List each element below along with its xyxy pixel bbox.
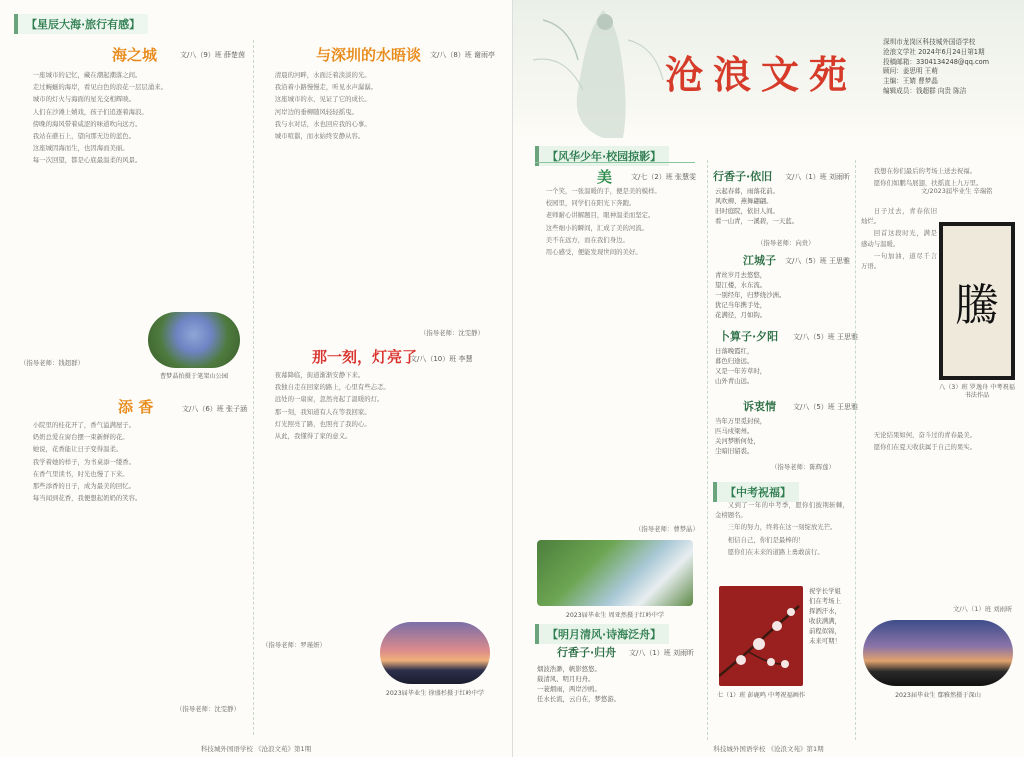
photo-caption: 2023届毕业生 周亚然摄于红岭中学 [565,612,665,619]
paragraph: 我站在礁石上，望向那无边的蓝色。 [32,132,136,141]
masthead-figure-illustration [533,0,673,140]
wishes-side-text: 祝学长学姐们在考场上挥洒汗水，收获满满，前程似锦，未来可期！ [809,587,841,645]
article-body-sea-city [20,70,246,306]
article-byline: 文/八（10）班 李慧 [410,355,473,363]
poem-line: 烟波浩渺，帆影悠悠。 [537,665,601,673]
poem-byline: 文/八（5）班 王思雅 [785,257,851,265]
poem-line: 暮色归途远。 [715,357,754,365]
poem-line: 一蓑烟雨，两岸沙鸥。 [537,685,601,693]
paragraph: 在香气里读书，时光也慢了下来。 [32,469,129,478]
section-title-travel: 【星辰大海·旅行有感】 [14,14,148,34]
photo-caption: 七（1）班 彭鹿鸣 中考祝福画作 [716,692,806,699]
masthead-info-line: 投稿邮箱：3304134248@qq.com [883,57,990,66]
poem-line: 望江楼，水东流。 [715,281,767,289]
plum-blossom-illustration [719,586,803,686]
column-divider [707,160,708,740]
paragraph: 河岸边的垂柳随风轻轻摇曳。 [274,107,358,116]
article-byline: 文/八（8）班 谢雨亭 [430,51,496,59]
poem-line: 山外青山远。 [715,377,754,385]
teacher-signature: （指导老师：陈辉莲） [771,463,835,471]
poem-body-still [715,186,845,226]
paragraph: 用心感受，便能发现世间的美好。 [545,248,642,257]
poem-line: 载清风、明月归舟。 [537,675,595,683]
paragraph: 美不在远方，而在我们身边。 [545,235,629,244]
photo-caption: 2023届毕业生 鄢雅然摄于深山 [895,692,981,699]
masthead-info-line: 深圳市龙岗区科技城外国语学校 [883,38,976,46]
poem-body-return-boat [537,664,697,704]
section-title-wishes: 【中考祝福】 [713,482,799,502]
teacher-signature: （指导老师：钱超群） [20,359,84,367]
article-body-water-talk [262,70,494,320]
masthead-info-line: 编辑成员：钱超群 向贵 陈洁 [883,86,967,95]
poem-line: 日落晚霞红， [715,347,754,355]
paragraph: 这座城因海而生，也因海而美丽。 [32,144,129,153]
poem-body-su-zhong-qing [715,416,845,456]
poem-byline: 文/八（5）班 王思雅 [793,333,859,341]
right-column-body [861,206,937,426]
teacher-signature: （指导老师：罗瑾妍） [262,641,326,649]
paragraph: 校园里，同学们在阳光下奔跑。 [545,199,636,208]
poem-line: 一别经年，归梦绕沙洲。 [715,291,786,299]
paragraph: 愿你们在夏天收获属于自己的果实。 [873,443,977,452]
author-signature: 文/八（1）班 刘雨昕 [953,605,1013,613]
poem-line: 任水长流，云自在，梦悠游。 [537,695,621,703]
paragraph: 那一刻，我知道有人在等我回家。 [274,407,371,416]
photo-caption: 曹梦晶拍摄于笔架山公园 [159,373,229,380]
paragraph: 傍晚的海风带着咸涩的味道吹向远方。 [32,119,142,128]
article-title-water-talk: 与深圳的水晤谈 [316,46,422,64]
paragraph: 愿你们在未来的道路上勇敢前行。 [727,547,824,556]
article-body-light-on [262,370,494,620]
masthead-info-line: 主编：王婧 曹梦晶 [883,77,938,86]
section-rule [535,162,695,163]
paragraph: 奶奶总爱在窗台摆一束新鲜的花。 [32,433,129,442]
article-byline: 文/八（9）班 薛楚茵 [180,51,246,59]
paragraph: 小院里的桂花开了，香气溢满屋子。 [32,421,136,429]
paragraph: 相信自己，你们是最棒的！ [727,535,805,544]
photo-school-campus [537,540,693,606]
poem-byline: 文/八（5）班 王思雅 [793,403,859,411]
paragraph: 城市的灯火与海面的星光交相辉映。 [32,95,136,104]
poem-line: 犹记当年携手处， [715,301,767,309]
wishes-body [715,500,849,580]
paragraph: 我与水对话，水也回应我的心事。 [274,119,371,128]
paragraph: 人们在沙滩上嬉戏，孩子们追逐着海浪。 [32,107,148,116]
poem-body-sunset [715,346,845,386]
poem-line: 看一山青，一溪碧，一天蓝。 [715,217,799,225]
column-divider [253,40,254,735]
paragraph: 每一次回望，都是心底最温柔的风景。 [32,156,142,165]
paragraph: 我想在你们最后的考场上送去祝福。 [873,167,977,175]
paragraph: 无论结果如何，奋斗过的青春最美。 [873,431,977,439]
poem-title-still: 行香子·依旧 [713,170,773,183]
poem-line: 关河梦断何处， [715,437,760,445]
poem-line: 青丝岁月去悠悠， [715,271,767,279]
article-title-add-fragrance: 添 香 [118,398,154,416]
right-column-body-lower [861,430,1017,600]
masthead-title: 沧浪文苑 [665,52,858,97]
author-signature: 文/2023届毕业生 辛瑞铭 [921,187,993,195]
paragraph: 清晨的河畔，水面泛着淡淡的光。 [274,71,371,79]
poem-title-return-boat: 行香子·归舟 [557,646,617,659]
paragraph: 这些细小的瞬间，汇成了美的河流。 [545,223,649,232]
article-title-sea-city: 海之城 [112,46,158,64]
calligraphy-character: 騰 [943,226,1011,376]
section-title-poems: 【明月清风·诗海泛舟】 [535,624,669,644]
masthead-info-line: 顾问：姜思明 王萌 [883,67,938,76]
paragraph: 走过蜿蜒的海岸，看见白色的浪花一层层涌来。 [32,83,167,92]
article-body-beauty [533,186,703,486]
right-page [512,0,1024,757]
paragraph: 这座城市的水，见证了它的成长。 [274,95,371,104]
poem-line: 风吹柳、燕舞翩翩。 [715,197,773,205]
section-title-campus: 【风华少年·校园掠影】 [535,146,669,166]
poem-title-sunset: 卜算子·夕阳 [719,330,779,343]
page-footer: 科技城外国语学校 《沧浪文苑》第1期 [713,745,824,753]
paragraph: 灯光照亮了路，也照亮了我的心。 [274,419,371,428]
paragraph: 一个笑，一张温暖的手，便是美的模样。 [545,187,661,195]
masthead-info-line: 沧浪文学社 2024年6月24日第1期 [883,47,985,56]
poem-title-jiang-cheng: 江城子 [743,254,776,267]
paragraph: 老师耐心讲解题目，眼神温柔而坚定。 [545,211,655,220]
paragraph: 城市喧嚣，而水始终安静从容。 [274,132,365,141]
paragraph: 夜幕降临，街道渐渐安静下来。 [274,371,365,379]
paragraph: 每当闻到花香，我便想起奶奶的笑容。 [32,494,142,503]
article-title-beauty: 美 [597,168,613,186]
article-byline: 文/八（6）班 张子涵 [182,405,248,413]
paragraph: 日子过去，青春依旧灿烂。 [861,207,937,226]
masthead-info [883,38,1017,97]
page-footer: 科技城外国语学校 《沧浪文苑》第1期 [200,745,312,753]
poem-title-su-zhong-qing: 诉衷情 [743,400,776,413]
paragraph: 愿你们如鹏鸟展翅，扶摇直上九万里。 [873,179,983,188]
photo-caption: 2023届毕业生 徐盛杉摄于红岭中学 [385,690,485,697]
poem-byline: 文/八（1）班 刘雨昕 [629,649,695,657]
poem-byline: 文/八（1）班 刘雨昕 [785,173,851,181]
article-title-light-on: 那一刻，灯亮了 [312,348,418,366]
paragraph: 我独自走在回家的路上，心里有些忐忑。 [274,383,390,392]
paragraph: 远处的一扇窗，忽然亮起了温暖的灯。 [274,395,384,404]
teacher-signature: （指导老师：曹梦晶） [635,525,699,533]
teacher-signature: （指导老师：沈雯静） [420,329,484,337]
paragraph: 一座城市的记忆，藏在潮起潮落之间。 [32,71,142,79]
poem-line: 花满径，月如钩。 [715,311,767,319]
photo-pagoda-sunset [863,620,1013,686]
photo-hydrangea [148,312,240,368]
paragraph: 又到了一年的中考季，愿你们披荆斩棘，金榜题名。 [715,501,849,520]
calligraphy-caption: 八（3）班 罗逸舟 中考祝福书法作品 [939,384,1015,399]
article-body-add-fragrance [20,420,246,696]
calligraphy-frame [939,222,1015,380]
paragraph: 那些添香的日子，成为最美的回忆。 [32,482,136,491]
poem-line: 云起春暮，雨落花前。 [715,187,779,195]
paragraph: 我学着她的样子，为书桌添一缕香。 [32,457,136,466]
teacher-signature: （指导老师：向贵） [757,239,815,247]
poem-line: 旧时庭院，依旧人间。 [715,207,779,215]
poem-line: 匹马戍梁州。 [715,427,754,435]
paragraph: 从此，我懂得了家的意义。 [274,432,352,441]
paragraph: 一句加油，道尽千言万语。 [861,251,937,271]
paragraph: 三年的努力，终将在这一刻绽放光芒。 [727,523,837,532]
article-byline: 文/七（2）班 张慧雯 [631,173,697,181]
poem-line: 尘暗旧貂裘。 [715,447,754,455]
column-divider [855,160,856,740]
teacher-signature: （指导老师：沈雯静） [176,705,240,713]
paragraph: 她说，花香能让日子变得温柔。 [32,445,123,454]
paragraph: 我沿着小路慢慢走，听见水声潺潺。 [274,83,378,92]
paragraph: 回首这段时光，满是感动与温暖。 [861,229,937,248]
photo-plum-blossom-painting [719,586,803,686]
poem-line: 当年万里觅封侯， [715,417,767,425]
poem-body-jiang-cheng [715,270,845,320]
poem-line: 又是一年芳草时， [715,367,767,375]
photo-sunset-school [380,622,490,684]
